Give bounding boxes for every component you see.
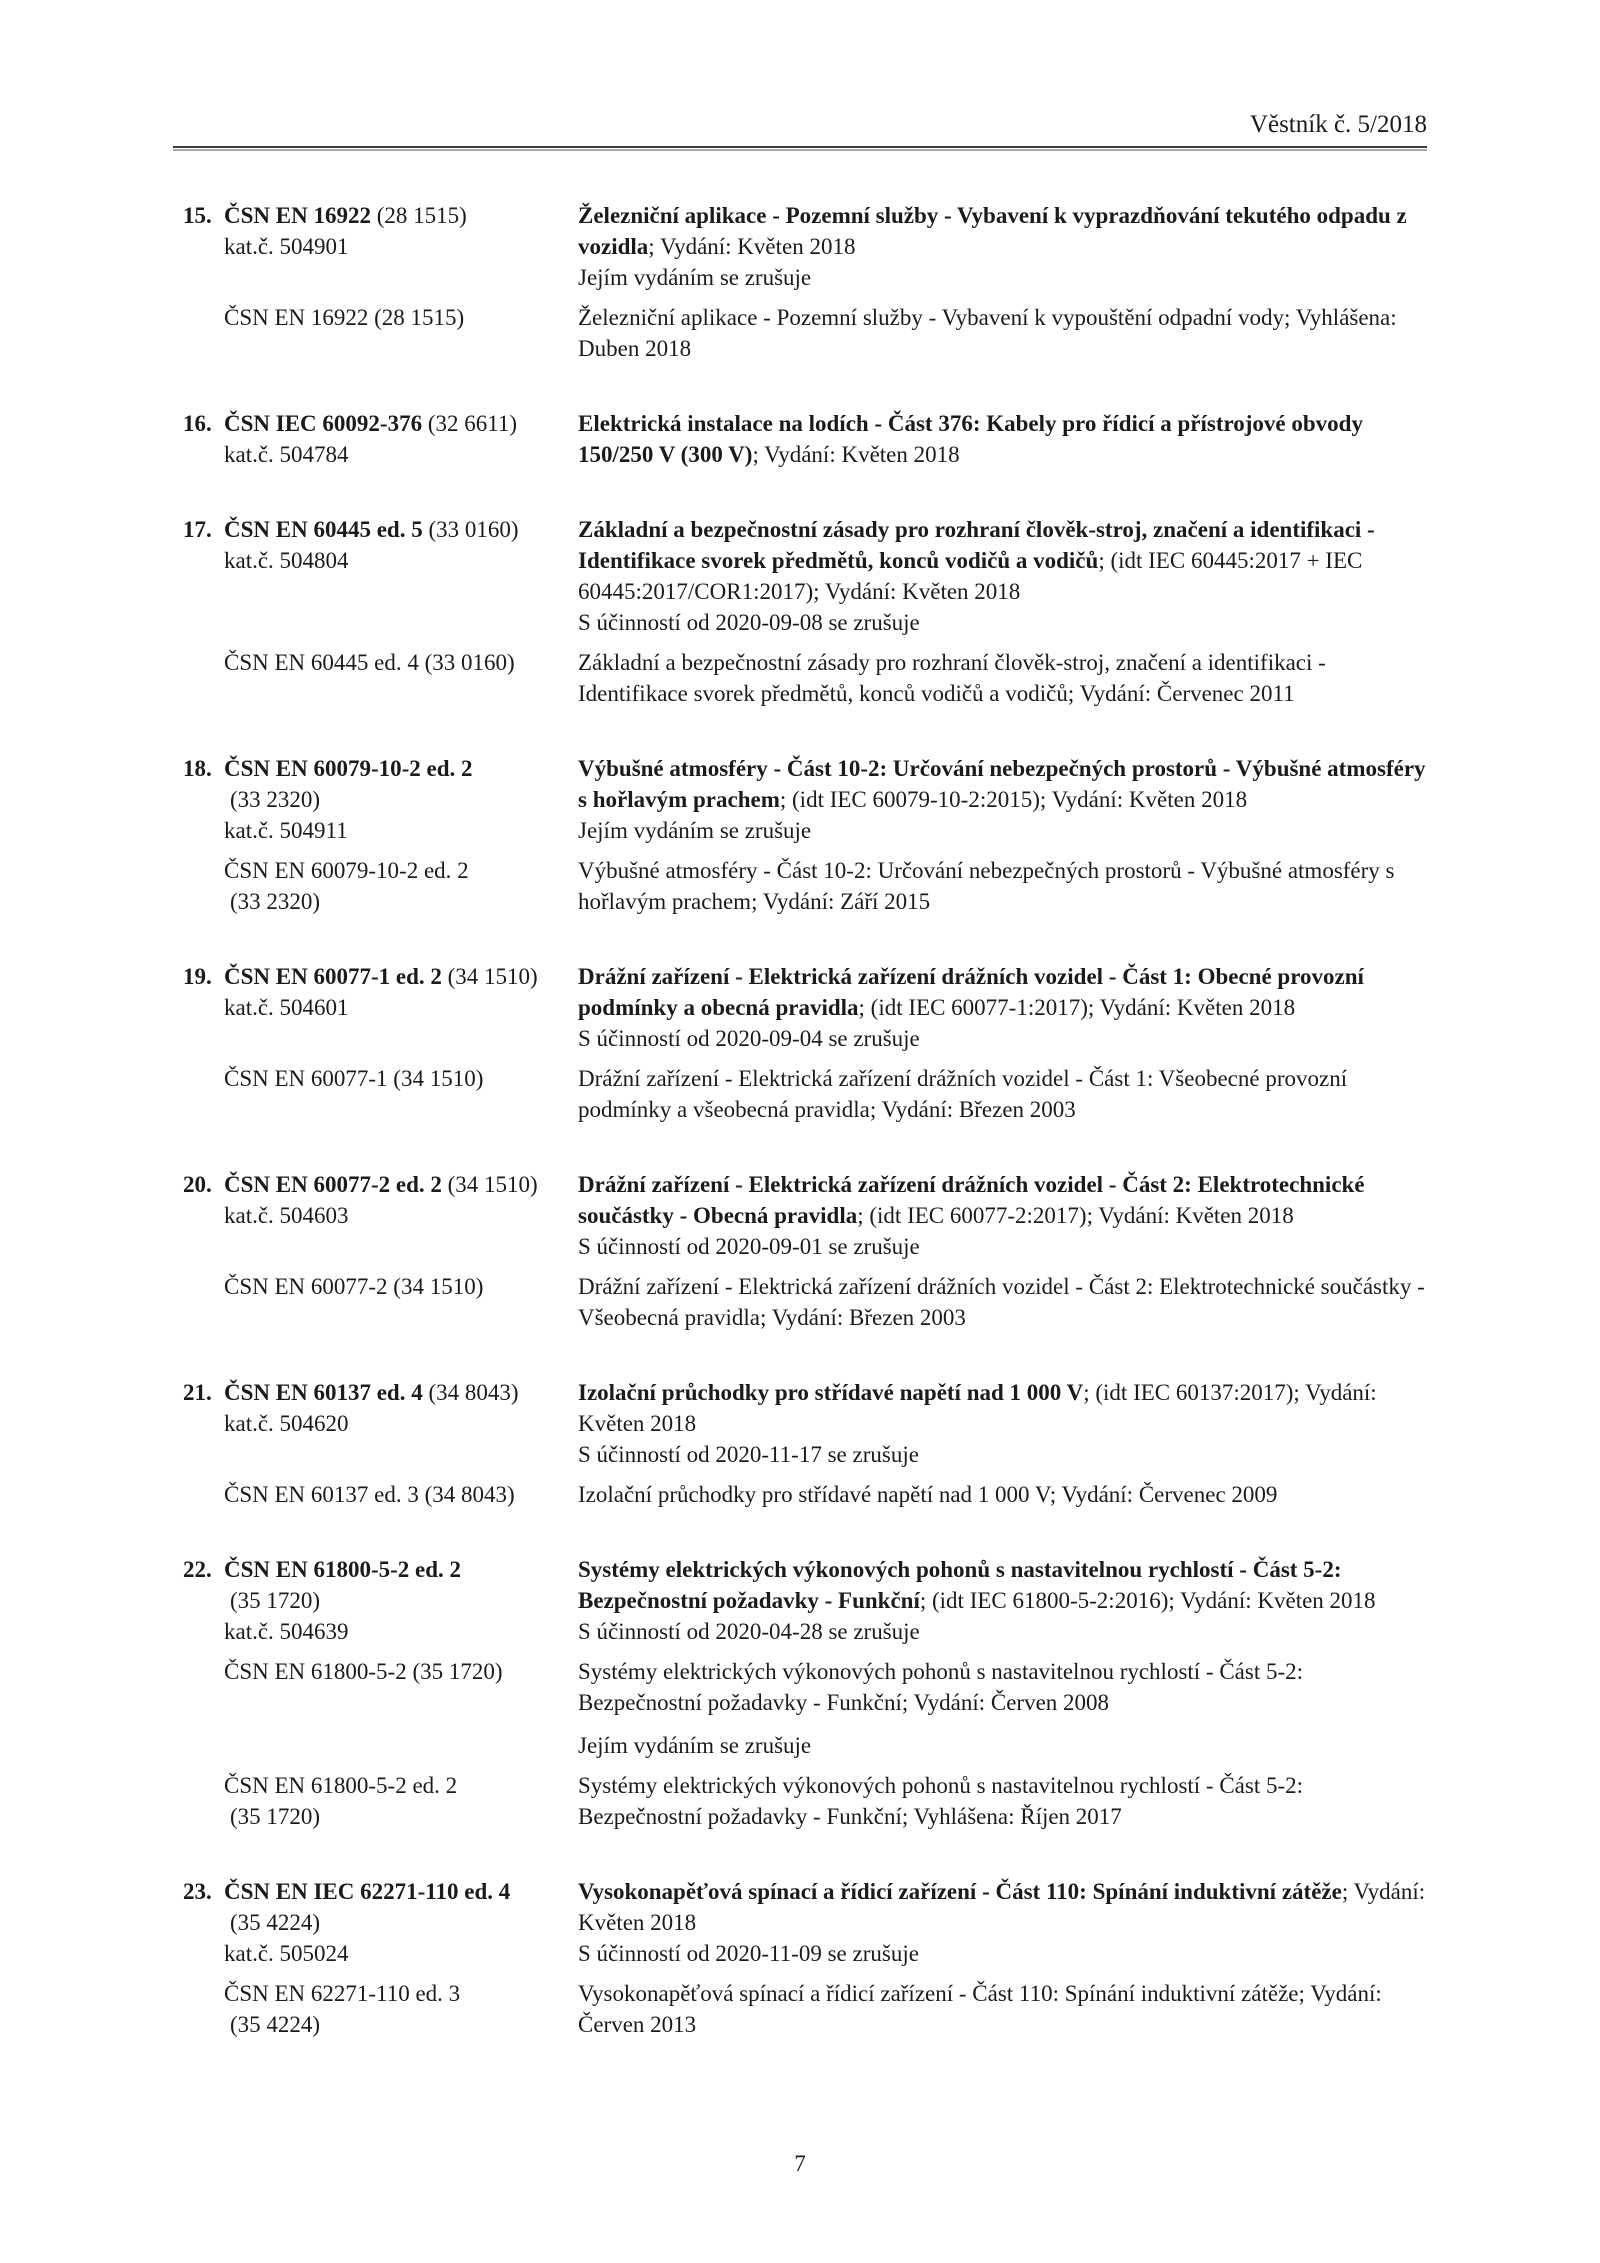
superseded-standard-id: ČSN EN 61800-5-2 (35 1720) xyxy=(224,1659,503,1684)
title-details: ; (idt IEC 60445:2017 + IEC 60445:2017/COR1:2017); Vydání: Květen 2018 xyxy=(578,548,1363,604)
entry-right-col xyxy=(578,1876,1428,1969)
entry-number: 21. xyxy=(183,1380,212,1405)
superseded-row xyxy=(224,647,1434,709)
superseded-standard-id: ČSN EN 60445 ed. 4 (33 0160) xyxy=(224,650,515,675)
page-number: 7 xyxy=(794,2151,806,2176)
standard-id: ČSN EN IEC 62271-110 ed. 4 xyxy=(224,1879,511,1904)
title-bold: Drážní zařízení - Elektrická zařízení drážních vozidel - Část 1: Obecné provozní podmínky a obecná pravidla xyxy=(578,964,1364,1020)
title-bold: Výbušné atmosféry - Část 10-2: Určování nebezpečných prostorů - Výbušné atmosféry s hořlavým prachem xyxy=(578,756,1426,812)
title-bold: Základní a bezpečnostní zásady pro rozhraní člověk-stroj, značení a identifikaci - Identifikace svorek předmětů, konců vodičů a vodičů xyxy=(578,517,1375,573)
superseded-row xyxy=(224,1271,1434,1333)
entry-number: 19. xyxy=(183,964,212,989)
entry-left-col xyxy=(183,753,578,846)
standard-title xyxy=(578,961,1428,1023)
superseded-standard-id: ČSN EN 61800-5-2 ed. 2 xyxy=(224,1773,458,1798)
cancellation-note: S účinností od 2020-11-17 se zrušuje xyxy=(578,1442,919,1467)
superseded-standard-text: Systémy elektrických výkonových pohonů s nastavitelnou rychlostí - Část 5-2: Bezpečnostní požadavky - Funkční; Vyhlášena: Říjen 2017 xyxy=(578,1773,1304,1829)
superseded-right-col xyxy=(578,1063,1428,1125)
catalog-number: kat.č. 504784 xyxy=(224,442,349,467)
entry-right-col xyxy=(578,408,1428,470)
entry-left-col xyxy=(183,408,578,470)
cancellation-note: S účinností od 2020-04-28 se zrušuje xyxy=(578,1619,920,1644)
superseded-row xyxy=(224,1656,1434,1718)
entry-main-row xyxy=(183,1169,1434,1262)
catalog-number: kat.č. 504804 xyxy=(224,548,349,573)
superseded-right-col xyxy=(578,647,1428,709)
standard-entry xyxy=(183,1554,1434,1832)
title-details: ; (idt IEC 60077-2:2017); Vydání: Květen 2018 xyxy=(857,1203,1294,1228)
title-details: ; Vydání: Květen 2018 xyxy=(752,442,960,467)
standard-entry xyxy=(183,514,1434,709)
standard-title xyxy=(578,514,1428,607)
entry-main-row xyxy=(183,1377,1434,1470)
superseded-right-col xyxy=(578,1770,1428,1832)
standard-title xyxy=(578,1169,1428,1231)
cancellation-note-row xyxy=(224,1730,1434,1761)
standard-title xyxy=(578,408,1428,470)
cancellation-note: S účinností od 2020-09-01 se zrušuje xyxy=(578,1234,920,1259)
title-details: ; (idt IEC 60137:2017); Vydání: Květen 2018 xyxy=(578,1380,1377,1436)
superseded-row xyxy=(224,1063,1434,1125)
superseded-right-col xyxy=(578,1479,1428,1510)
catalog-number: kat.č. 504601 xyxy=(224,995,349,1020)
superseded-left-col xyxy=(224,1479,578,1510)
class-code: (33 0160) xyxy=(422,517,519,542)
catalog-number: kat.č. 504901 xyxy=(224,234,349,259)
superseded-row xyxy=(224,1978,1434,2040)
entry-left-col xyxy=(183,1554,578,1647)
class-code: (28 1515) xyxy=(370,203,467,228)
entry-right-col xyxy=(578,1554,1428,1647)
entry-number: 20. xyxy=(183,1172,212,1197)
superseded-left-col xyxy=(224,1656,578,1687)
standard-id: ČSN EN 61800-5-2 ed. 2 xyxy=(224,1557,462,1582)
superseded-standard-id: ČSN EN 60137 ed. 3 (34 8043) xyxy=(224,1482,515,1507)
class-code: (34 8043) xyxy=(422,1380,519,1405)
class-code: (34 1510) xyxy=(441,964,538,989)
superseded-row xyxy=(224,855,1434,917)
entry-main-row xyxy=(183,514,1434,638)
entry-number: 23. xyxy=(183,1879,212,1904)
superseded-standard-id: ČSN EN 60079-10-2 ed. 2 xyxy=(224,858,469,883)
standard-entry xyxy=(183,1169,1434,1333)
title-bold: Systémy elektrických výkonových pohonů s nastavitelnou rychlostí - Část 5-2: Bezpečnostní požadavky - Funkční xyxy=(578,1557,1342,1613)
superseded-standard-text: Výbušné atmosféry - Část 10-2: Určování nebezpečných prostorů - Výbušné atmosféry s hořlavým prachem; Vydání: Září 2015 xyxy=(578,858,1395,914)
page-header: Věstník č. 5/2018 xyxy=(1249,111,1427,138)
class-code: (35 1720) xyxy=(230,1588,321,1613)
entry-left-col xyxy=(183,961,578,1023)
superseded-right-col xyxy=(578,855,1428,917)
title-bold: Železniční aplikace - Pozemní služby - Vybavení k vyprazdňování tekutého odpadu z vozidla xyxy=(578,203,1407,259)
entry-left-col xyxy=(183,200,578,262)
entry-main-row xyxy=(183,408,1434,470)
cancellation-note: S účinností od 2020-09-04 se zrušuje xyxy=(578,1026,920,1051)
superseded-left-col xyxy=(224,1063,578,1094)
title-bold: Drážní zařízení - Elektrická zařízení drážních vozidel - Část 2: Elektrotechnické součástky - Obecná pravidla xyxy=(578,1172,1365,1228)
superseded-left-col xyxy=(224,855,578,917)
entry-number: 22. xyxy=(183,1557,212,1582)
superseded-row xyxy=(224,1770,1434,1832)
title-details: ; (idt IEC 60079-10-2:2015); Vydání: Květen 2018 xyxy=(779,787,1248,812)
superseded-standard-id: ČSN EN 16922 (28 1515) xyxy=(224,305,465,330)
superseded-row xyxy=(224,302,1434,364)
entry-right-col xyxy=(578,961,1428,1054)
cancellation-note: S účinností od 2020-11-09 se zrušuje xyxy=(578,1941,919,1966)
superseded-right-col xyxy=(578,302,1428,364)
superseded-standard-text: Železniční aplikace - Pozemní služby - Vybavení k vypouštění odpadní vody; Vyhlášena: Duben 2018 xyxy=(578,305,1397,361)
superseded-right-col xyxy=(578,1978,1428,2040)
entry-main-row xyxy=(183,961,1434,1054)
entry-right-col xyxy=(578,753,1428,846)
standard-title xyxy=(578,753,1428,815)
cancellation-note: S účinností od 2020-09-08 se zrušuje xyxy=(578,610,920,635)
standard-id: ČSN EN 60077-2 ed. 2 xyxy=(224,1172,442,1197)
superseded-standard-text: Vysokonapěťová spínací a řídicí zařízení - Část 110: Spínání induktivní zátěže; Vydání: Červen 2013 xyxy=(578,1981,1382,2037)
superseded-right-col xyxy=(578,1656,1428,1718)
standard-entry xyxy=(183,200,1434,364)
entry-number: 17. xyxy=(183,517,212,542)
entry-right-col xyxy=(578,514,1428,638)
superseded-standard-text: Systémy elektrických výkonových pohonů s nastavitelnou rychlostí - Část 5-2: Bezpečnostní požadavky - Funkční; Vydání: Červen 2008 xyxy=(578,1659,1304,1715)
title-bold: Vysokonapěťová spínací a řídicí zařízení - Část 110: Spínání induktivní zátěže xyxy=(578,1879,1342,1904)
cancellation-note: Jejím vydáním se zrušuje xyxy=(578,265,812,290)
cancellation-note: Jejím vydáním se zrušuje xyxy=(578,1733,812,1758)
entry-number: 16. xyxy=(183,411,212,436)
entry-main-row xyxy=(183,1876,1434,1969)
class-code: (32 6611) xyxy=(422,411,518,436)
catalog-number: kat.č. 504639 xyxy=(224,1619,349,1644)
entry-number: 15. xyxy=(183,203,212,228)
superseded-standard-id: ČSN EN 60077-1 (34 1510) xyxy=(224,1066,484,1091)
entry-left-col xyxy=(183,1169,578,1231)
standard-title xyxy=(578,200,1428,262)
title-details: ; Vydání: Květen 2018 xyxy=(648,234,856,259)
entry-left-col xyxy=(183,514,578,576)
class-code: (35 4224) xyxy=(230,1910,321,1935)
catalog-number: kat.č. 504603 xyxy=(224,1203,349,1228)
superseded-standard-text: Drážní zařízení - Elektrická zařízení drážních vozidel - Část 2: Elektrotechnické součástky - Všeobecná pravidla; Vydání: Březen 2003 xyxy=(578,1274,1425,1330)
entry-right-col xyxy=(578,1377,1428,1470)
standard-entry xyxy=(183,753,1434,917)
standard-id: ČSN EN 60077-1 ed. 2 xyxy=(224,964,442,989)
entry-main-row xyxy=(183,753,1434,846)
standard-entry xyxy=(183,408,1434,470)
catalog-number: kat.č. 505024 xyxy=(224,1941,349,1966)
title-details: ; (idt IEC 61800-5-2:2016); Vydání: Květen 2018 xyxy=(919,1588,1376,1613)
standard-entry xyxy=(183,1377,1434,1510)
standard-title xyxy=(578,1876,1428,1938)
class-code: (33 2320) xyxy=(230,889,321,914)
class-code: (35 1720) xyxy=(230,1804,321,1829)
title-bold: Izolační průchodky pro střídavé napětí nad 1 000 V xyxy=(578,1380,1084,1405)
entry-left-col xyxy=(183,1876,578,1969)
superseded-row xyxy=(224,1479,1434,1510)
class-code: (33 2320) xyxy=(230,787,321,812)
superseded-standard-text: Základní a bezpečnostní zásady pro rozhraní člověk-stroj, značení a identifikaci - Identifikace svorek předmětů, konců vodičů a vodičů; Vydání: Červenec 2011 xyxy=(578,650,1326,706)
superseded-left-col xyxy=(224,302,578,333)
class-code: (34 1510) xyxy=(441,1172,538,1197)
standard-id: ČSN EN 60445 ed. 5 xyxy=(224,517,423,542)
entry-right-col xyxy=(578,200,1428,293)
superseded-standard-text: Drážní zařízení - Elektrická zařízení drážních vozidel - Část 1: Všeobecné provozní podmínky a všeobecná pravidla; Vydání: Březen 2003 xyxy=(578,1066,1348,1122)
title-bold: Elektrická instalace na lodích - Část 376: Kabely pro řídicí a přístrojové obvody 150/250 V (300 V) xyxy=(578,411,1363,467)
superseded-left-col xyxy=(224,1770,578,1832)
cancellation-note: Jejím vydáním se zrušuje xyxy=(578,818,812,843)
standard-title xyxy=(578,1554,1428,1616)
superseded-left-col xyxy=(224,1978,578,2040)
standard-id: ČSN EN 60137 ed. 4 xyxy=(224,1380,423,1405)
standard-id: ČSN EN 60079-10-2 ed. 2 xyxy=(224,756,473,781)
entry-left-col xyxy=(183,1377,578,1439)
standard-id: ČSN EN 16922 xyxy=(224,203,371,228)
superseded-standard-id: ČSN EN 60077-2 (34 1510) xyxy=(224,1274,484,1299)
entry-right-col xyxy=(578,1169,1428,1262)
standard-entry xyxy=(183,1876,1434,2040)
entry-number: 18. xyxy=(183,756,212,781)
superseded-left-col xyxy=(224,647,578,678)
superseded-standard-text: Izolační průchodky pro střídavé napětí nad 1 000 V; Vydání: Červenec 2009 xyxy=(578,1482,1278,1507)
superseded-right-col xyxy=(578,1271,1428,1333)
standards-list xyxy=(183,151,1434,2040)
catalog-number: kat.č. 504620 xyxy=(224,1411,349,1436)
class-code: (35 4224) xyxy=(230,2012,321,2037)
standard-title xyxy=(578,1377,1428,1439)
superseded-standard-id: ČSN EN 62271-110 ed. 3 xyxy=(224,1981,461,2006)
standard-id: ČSN IEC 60092-376 xyxy=(224,411,423,436)
entry-main-row xyxy=(183,1554,1434,1647)
catalog-number: kat.č. 504911 xyxy=(224,818,348,843)
entry-main-row xyxy=(183,200,1434,293)
standard-entry xyxy=(183,961,1434,1125)
title-details: ; Vydání: Květen 2018 xyxy=(578,1879,1426,1935)
title-details: ; (idt IEC 60077-1:2017); Vydání: Květen 2018 xyxy=(858,995,1296,1020)
superseded-left-col xyxy=(224,1271,578,1302)
